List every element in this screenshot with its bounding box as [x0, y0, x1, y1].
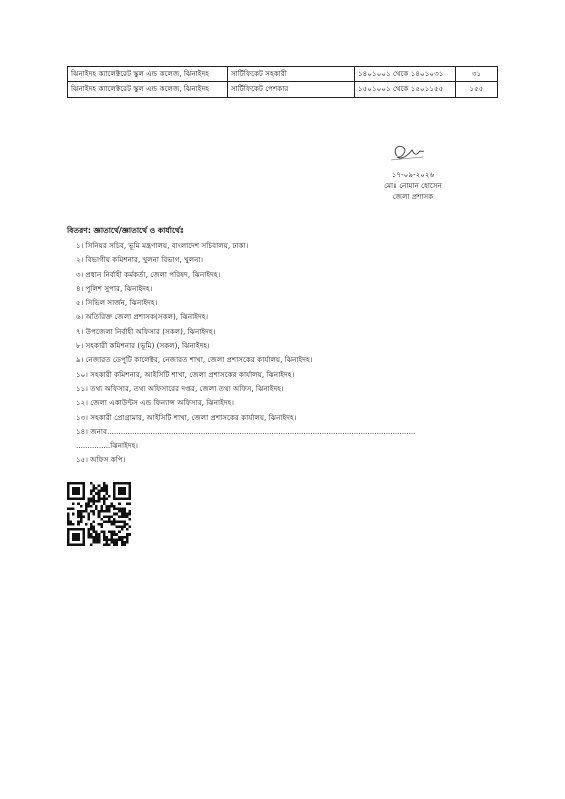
- list-item: ৬। অতিরিক্ত জেলা প্রশাসক(সকল), ঝিনাইদহ।: [76, 312, 209, 322]
- table-row: [68, 67, 498, 82]
- list-item: ৭। উপজেলা নির্বাহী অফিসার (সকল), ঝিনাইদহ।: [76, 326, 216, 336]
- count-cell: ১৫৫: [456, 82, 498, 97]
- signatory-name: মোঃ নোমান হোসেন: [384, 180, 442, 190]
- list-item: ৪। পুলিশ সুপার, ঝিনাইদহ।: [76, 283, 153, 293]
- list-item: ১২। জেলা একাউন্টস এন্ড ফিন্যান্স অফিসার, ঝিনাইদহ।: [76, 398, 234, 408]
- list-item: ২। বিভাগীয় কমিশনার, খুলনা বিভাগ, খুলনা।: [76, 255, 204, 265]
- list-item: ১৪। জনাব.......................................................................................................................................: [76, 426, 416, 436]
- certificate-range-table: [67, 66, 498, 98]
- list-item: ১১। তথ্য অফিসার, তথ্য অফিসারের দপ্তর, জেলা তথ্য অফিস, ঝিনাইদহ।: [76, 383, 284, 393]
- post-cell: সার্টিফিকেট সহকারী: [228, 67, 355, 82]
- list-item: ৫। সিভিল সার্জন, ঝিনাইদহ।: [76, 298, 158, 308]
- distribution-list: [76, 239, 506, 468]
- institution-cell: ঝিনাইদহ ক্যালেক্টরেট স্কুল এন্ড কলেজ, ঝিনাইদহ: [68, 82, 228, 97]
- list-item: ৯। নেজারত ডেপুটি কালেক্টর, নেজারত শাখা, জেলা প্রশাসকের কার্যালয়, ঝিনাইদহ।: [76, 355, 313, 365]
- signature-block: [358, 170, 468, 202]
- count-cell: ৩১: [456, 67, 498, 82]
- list-item: ১। সিনিয়র সচিব, ভূমি মন্ত্রণালয়, বাংলাদেশ সচিবালয়, ঢাকা।: [76, 241, 249, 250]
- signature-mark: [388, 140, 428, 166]
- range-cell: ১৫০১০০১ থেকে ১৫০১১৫৫: [355, 82, 456, 97]
- list-item: ৩। প্রধান নির্বাহী কর্মকর্তা, জেলা পরিষদ, ঝিনাইদহ।: [76, 269, 221, 279]
- qr-code: [67, 482, 131, 546]
- institution-cell: ঝিনাইদহ ক্যালেক্টরেট স্কুল এন্ড কলেজ, ঝিনাইদহ: [68, 67, 228, 82]
- list-item: ১৫। অফিস কপি।: [76, 455, 126, 465]
- list-item: ...............ঝিনাইদহ।: [76, 441, 139, 451]
- post-cell: সার্টিফিকেট পেশকার: [228, 82, 355, 97]
- list-item: ১০। সহকারী কমিশনার, আইসিটি শাখা, জেলা প্রশাসকের কার্যালয়, ঝিনাইদহ।: [76, 369, 295, 379]
- signatory-designation: জেলা প্রশাসক: [392, 191, 434, 201]
- signature-date: ১৭-০৯-২০২৬: [391, 170, 435, 179]
- table-row: [68, 82, 498, 97]
- range-cell: ১৪০১০০১ থেকে ১৪০১০৩১: [355, 67, 456, 82]
- list-item: ৮। সহকারী কমিশনার (ভূমি) (সকল), ঝিনাইদহ।: [76, 341, 210, 351]
- list-item: ১৩। সহকারী প্রোগ্রামার, আইসিটি শাখা, জেলা প্রশাসকের কার্যালয়, ঝিনাইদহ।: [76, 412, 297, 422]
- distribution-title: বিতরণ: জ্ঞাতার্থে/জ্ঞাতার্থে ও কার্যার্থেঃ: [67, 226, 184, 235]
